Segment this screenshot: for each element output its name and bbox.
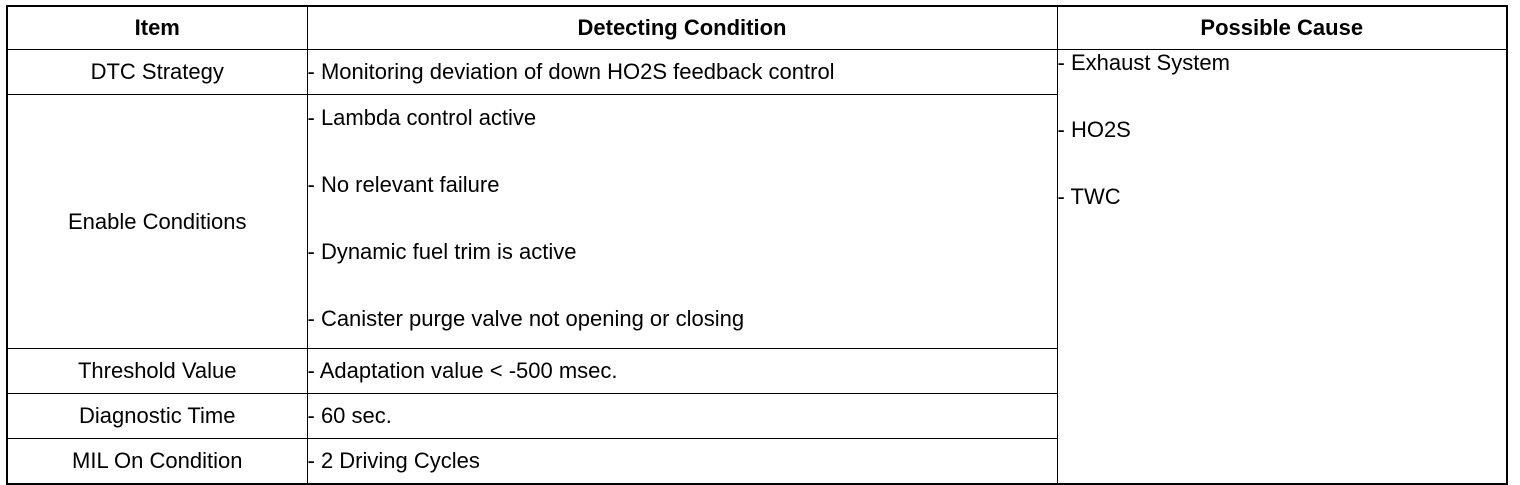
condition-line: - Lambda control active <box>307 105 537 130</box>
condition-line: - Dynamic fuel trim is active <box>307 239 577 264</box>
condition-line: - No relevant failure <box>307 172 500 197</box>
condition-line: - Monitoring deviation of down HO2S feedback control <box>307 59 835 85</box>
cause-line: - TWC <box>1057 184 1121 209</box>
condition-line: - Canister purge valve not opening or closing <box>307 306 745 331</box>
header-row <box>7 6 1507 50</box>
item-cell: Threshold Value <box>7 349 307 394</box>
condition-cell <box>307 50 1057 95</box>
cause-line: - Exhaust System <box>1057 50 1230 75</box>
item-cell: MIL On Condition <box>7 439 307 485</box>
possible-cause-cell <box>1057 50 1507 485</box>
table-row <box>7 50 1507 95</box>
condition-line: - 60 sec. <box>307 403 392 429</box>
condition-cell <box>307 349 1057 394</box>
header-possible-cause: Possible Cause <box>1057 6 1507 50</box>
condition-line: - 2 Driving Cycles <box>307 448 480 474</box>
header-item: Item <box>7 6 307 50</box>
item-cell: DTC Strategy <box>7 50 307 95</box>
condition-cell <box>307 95 1057 349</box>
dtc-spec-table <box>6 5 1508 485</box>
condition-cell <box>307 394 1057 439</box>
condition-cell <box>307 439 1057 485</box>
item-cell: Diagnostic Time <box>7 394 307 439</box>
cause-line: - HO2S <box>1057 117 1131 142</box>
item-cell: Enable Conditions <box>7 95 307 349</box>
header-detecting-condition: Detecting Condition <box>307 6 1057 50</box>
condition-line: - Adaptation value < -500 msec. <box>307 358 618 384</box>
